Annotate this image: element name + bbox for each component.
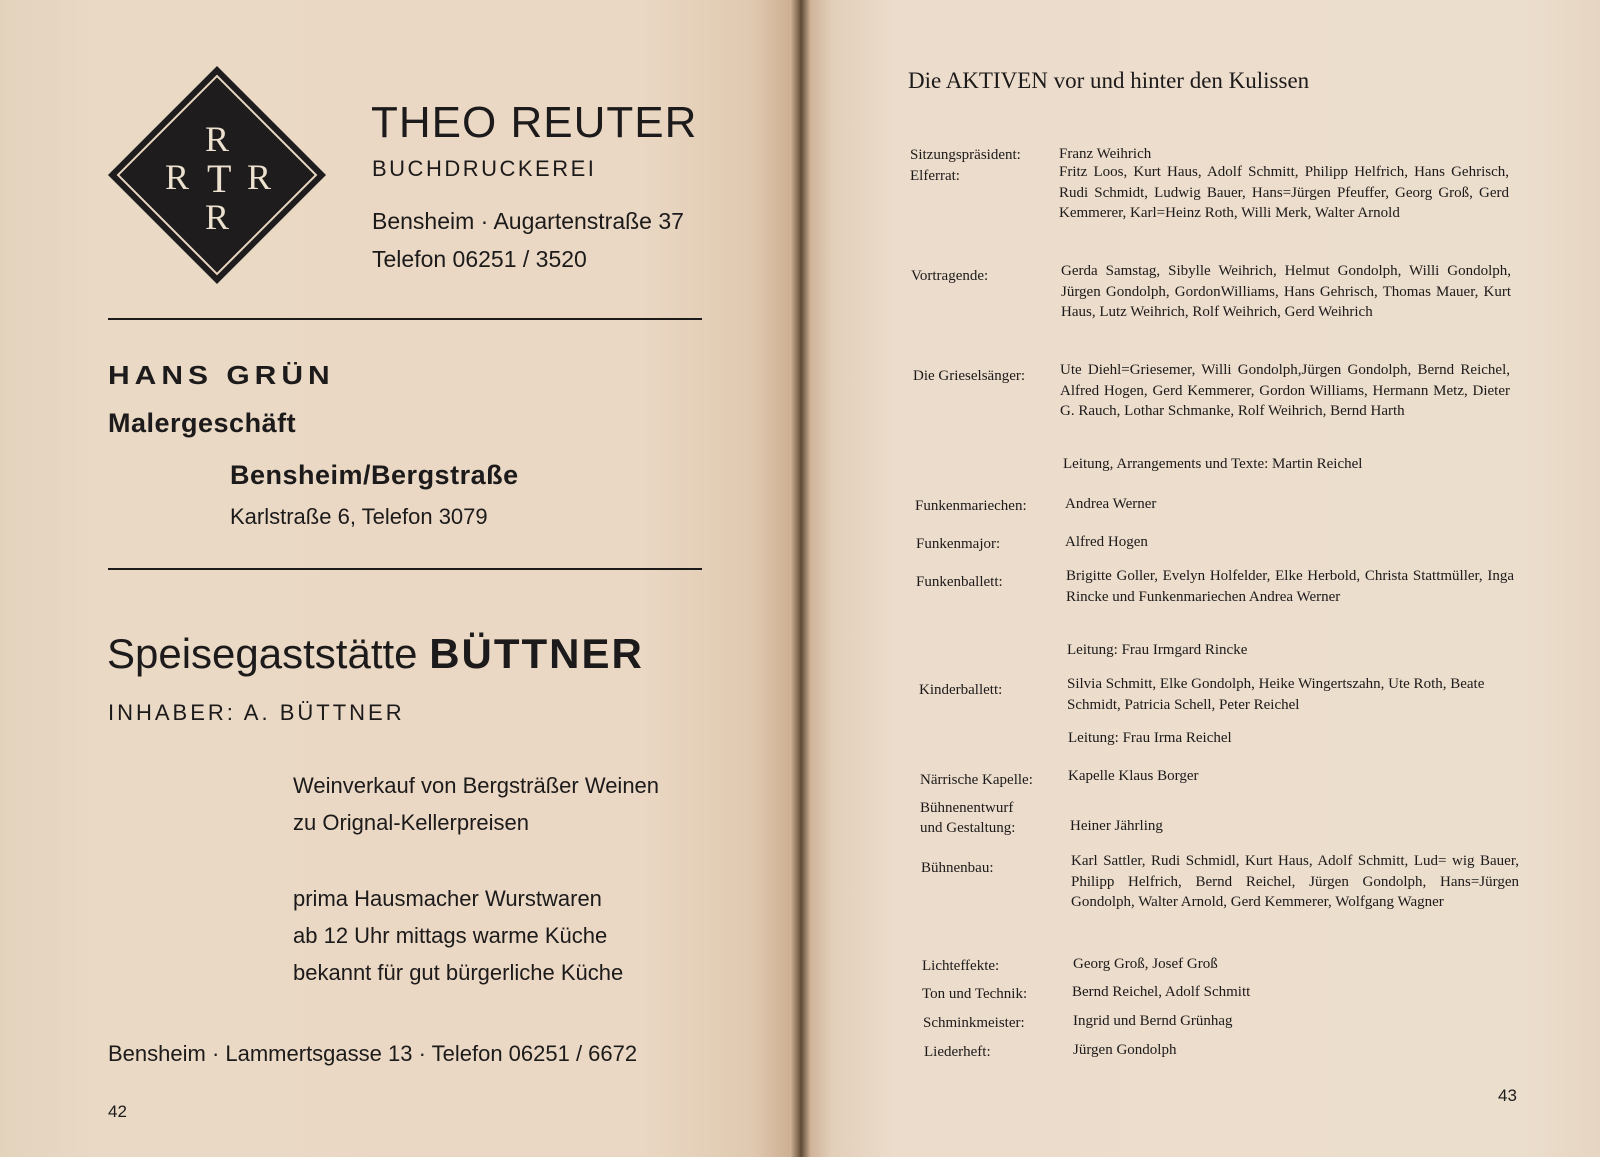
role-members: Heiner Jährling [1070,818,1163,834]
role-label: Vortragende: [911,268,989,284]
page-number-right: 43 [1498,1086,1517,1105]
role-lead: Leitung: Frau Irmgard Rincke [1067,642,1248,658]
buettner-heading [107,630,644,678]
role-members: Karl Sattler, Rudi Schmidl, Kurt Haus, Adolf Schmitt, Lud= wig Bauer, Philipp Helfrich, Bernd Reichel, Jürgen Gondolph, Hans=Jürgen Gondolph, Walter Arnold, Gerd Kemmerer, Wolfgang Wagner [1071,853,1519,910]
role-members: Fritz Loos, Kurt Haus, Adolf Schmitt, Philipp Helfrich, Hans Gehrisch, Rudi Schmidt, Ludwig Bauer, Hans=Jürgen Pfeuffer, Georg Groß, Gerd Kemmerer, Karl=Heinz Roth, Willi Merk, Walter Arnold [1059,164,1509,221]
role-lead: Leitung: Frau Irma Reichel [1068,730,1232,746]
role-label: Elferrat: [910,168,960,184]
role-members: Silvia Schmitt, Elke Gondolph, Heike Wingertszahn, Ute Roth, Beate Schmidt, Patricia Schell, Peter Reichel [1067,676,1485,713]
buettner-name: BÜTTNER [429,630,644,677]
gruen-subtitle: Malergeschäft [108,408,297,438]
divider-2 [108,568,702,570]
logo-letter-left: R [165,157,190,197]
role-label-continued: und Gestaltung: [920,820,1016,836]
role-members: Brigitte Goller, Evelyn Holfelder, Elke Herbold, Christa Stattmüller, Inga Rincke und Funkenmariechen Andrea Werner [1066,568,1514,605]
role-label: Funkenmajor: [916,536,1001,552]
role-label: Bühnenentwurf [920,800,1014,816]
buettner-owner: INHABER: A. BÜTTNER [108,700,405,725]
role-members: Andrea Werner [1065,496,1157,512]
offer-line: prima Hausmacher Wurstwaren [293,886,602,911]
logo-letter-top: R [205,119,230,159]
role-label: Kinderballett: [919,682,1003,698]
role-members: Georg Groß, Josef Groß [1073,956,1218,972]
reuter-subtitle: BUCHDRUCKEREI [372,156,597,181]
gruen-city: Bensheim/Bergstraße [230,460,519,490]
buettner-address: Bensheim · Lammertsgasse 13 · Telefon 06251 / 6672 [108,1041,638,1066]
gruen-title: HANS GRÜN [108,362,335,391]
role-label: Schminkmeister: [923,1015,1025,1031]
role-members: Franz Weihrich [1059,146,1152,162]
offer-line: bekannt für gut bürgerliche Küche [293,960,624,985]
divider-1 [108,318,702,320]
role-members: Gerda Samstag, Sibylle Weihrich, Helmut Gondolph, Willi Gondolph, Jürgen Gondolph, GordonWilliams, Hans Gehrisch, Thomas Mauer, Kurt Haus, Lutz Weihrich, Rolf Weihrich, Gerd Weihrich [1061,263,1511,320]
role-label: Liederheft: [924,1044,991,1060]
offer-line: ab 12 Uhr mittags warme Küche [293,923,608,948]
book-gutter [790,0,810,1157]
buettner-prefix: Speisegaststätte [107,630,418,677]
reuter-title: THEO REUTER [371,98,698,147]
role-label: Funkenballett: [916,574,1003,590]
role-label: Lichteffekte: [922,958,1000,974]
role-lead: Leitung, Arrangements und Texte: Martin Reichel [1063,456,1363,472]
role-label: Sitzungspräsident: [910,147,1021,163]
role-label: Närrische Kapelle: [920,772,1033,788]
role-members: Ute Diehl=Griesemer, Willi Gondolph,Jürgen Gondolph, Bernd Reichel, Alfred Hogen, Gerd Kemmerer, Gordon Williams, Hermann Metz, Dieter G. Rauch, Lothar Schmanke, Rolf Weihrich, Bernd Harth [1060,362,1510,419]
role-members: Kapelle Klaus Borger [1068,768,1199,784]
offer-line: zu Orignal-Kellerpreisen [293,810,529,835]
logo-letter-center: T [207,156,232,201]
offer-line: Weinverkauf von Bergsträßer Weinen [293,773,660,798]
role-label: Die Grieselsänger: [913,368,1026,384]
role-members: Bernd Reichel, Adolf Schmitt [1072,984,1251,1000]
logo-letter-right: R [247,157,272,197]
role-members: Jürgen Gondolph [1073,1042,1177,1058]
right-page-title: Die AKTIVEN vor und hinter den Kulissen [908,68,1310,93]
role-label: Bühnenbau: [921,860,994,876]
role-members: Alfred Hogen [1065,534,1148,550]
reuter-phone: Telefon 06251 / 3520 [372,246,587,272]
logo-letter-bottom: R [205,197,230,237]
role-label: Funkenmariechen: [915,498,1027,514]
gruen-address: Karlstraße 6, Telefon 3079 [230,504,488,529]
role-members: Ingrid und Bernd Grünhag [1073,1013,1233,1029]
role-label: Ton und Technik: [922,986,1028,1002]
page-number-left: 42 [108,1102,127,1121]
reuter-address: Bensheim · Augartenstraße 37 [372,208,684,234]
